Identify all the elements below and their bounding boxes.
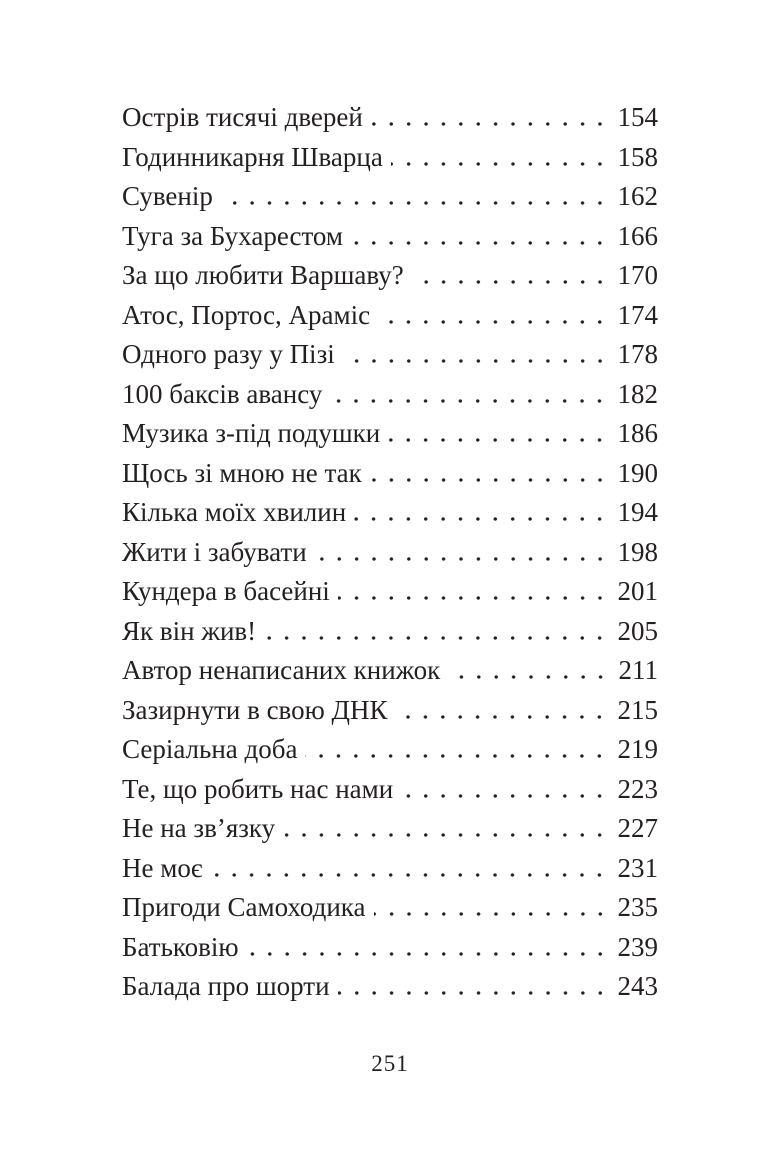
toc-entry-row (122, 651, 658, 691)
toc-entry-page-number: 231 (617, 852, 658, 883)
toc-entry-page-number: 182 (617, 378, 658, 409)
toc-entry-title: Пригоди Самоходика (122, 892, 366, 922)
toc-entry-row (122, 572, 658, 612)
toc-entry-row (122, 454, 658, 494)
toc-entry-title: Батьковію (122, 931, 239, 962)
toc-entry-title: Атос, Портос, Араміс (122, 299, 371, 330)
toc-entry-page-number: 223 (617, 773, 658, 804)
toc-entry-row (122, 770, 658, 810)
toc-entry-title: Автор ненаписаних книжок (122, 655, 441, 685)
toc-dot-leader (351, 241, 609, 245)
toc-entry-title: Годинникарня Шварца (122, 141, 383, 172)
toc-dot-leader (283, 833, 608, 837)
toc-dot-leader (338, 991, 609, 995)
toc-entry-title: Сувенір (122, 181, 213, 211)
toc-entry-title: Кілька моїх хвилин (122, 497, 347, 527)
toc-dot-leader (378, 320, 608, 324)
toc-dot-leader (330, 399, 608, 403)
toc-entry-page-number: 190 (617, 457, 658, 488)
toc-entry-row (122, 533, 658, 573)
toc-dot-leader (388, 438, 608, 442)
toc-dot-leader (371, 122, 609, 126)
toc-dot-leader (247, 952, 609, 956)
toc-entry-title: Балада про шорти (122, 971, 330, 1001)
toc-entry-page-number: 239 (617, 931, 658, 962)
toc-dot-leader (264, 636, 608, 640)
toc-dot-leader (343, 359, 609, 363)
toc-entry-title: Серіальна доба (122, 734, 298, 764)
toc-entry-page-number: 215 (617, 694, 658, 725)
toc-entry-title: За що любити Варшаву? (122, 260, 404, 290)
toc-entry-row (122, 138, 658, 178)
toc-entry-title: Як він жив! (122, 615, 257, 646)
toc-dot-leader (395, 715, 608, 719)
toc-entry-row (122, 256, 658, 296)
toc-entry-page-number: 219 (617, 734, 658, 764)
toc-entry-row (122, 177, 658, 217)
toc-entry-page-number: 211 (618, 655, 658, 685)
toc-dot-leader (315, 557, 609, 561)
toc-entry-page-number: 227 (617, 813, 658, 843)
toc-entry-page-number: 186 (617, 418, 658, 448)
toc-entry-page-number: 166 (617, 220, 658, 251)
toc-entry-title: 100 баксів авансу (122, 378, 323, 409)
toc-entry-row (122, 691, 658, 731)
toc-dot-leader (305, 754, 608, 758)
toc-dot-leader (370, 478, 609, 482)
toc-dot-leader (354, 517, 608, 521)
toc-dot-leader (210, 873, 608, 877)
toc-entry-row (122, 849, 658, 889)
toc-entry-title: Щось зі мною не так (122, 457, 362, 488)
toc-entry-page-number: 170 (617, 260, 658, 290)
toc-dot-leader (391, 162, 609, 166)
toc-entry-row (122, 928, 658, 968)
toc-entry-title: Зазирнути в свою ДНК (122, 694, 388, 725)
toc-entry-page-number: 201 (617, 576, 658, 606)
toc-entry-row (122, 493, 658, 533)
page-number-folio: 251 (371, 1050, 409, 1076)
toc-entry-page-number: 158 (617, 141, 658, 172)
toc-entry-page-number: 235 (617, 892, 658, 922)
toc-entry-row (122, 335, 658, 375)
toc-entry-title: Одного разу у Пізі (122, 339, 335, 369)
toc-entry-title: Острів тисячі дверей (122, 102, 363, 132)
toc-dot-leader (412, 280, 609, 284)
toc-entry-page-number: 174 (617, 299, 658, 330)
toc-entry-row (122, 296, 658, 336)
toc-entry-row (122, 217, 658, 257)
toc-entry-page-number: 194 (617, 497, 658, 527)
toc-entry-row (122, 730, 658, 770)
toc-entry-title: Не моє (122, 852, 203, 883)
toc-entry-row (122, 612, 658, 652)
toc-dot-leader (221, 201, 609, 205)
toc-entry-title: Туга за Бухарестом (122, 220, 343, 251)
toc-dot-leader (338, 596, 609, 600)
toc-entry-page-number: 198 (617, 536, 658, 567)
toc-entry-title: Жити і забувати (122, 536, 307, 567)
toc-entry-title: Не на зв’язку (122, 813, 276, 843)
toc-entry-row (122, 375, 658, 415)
toc-entry-row (122, 98, 658, 138)
toc-entry-row (122, 809, 658, 849)
toc-entry-page-number: 243 (617, 971, 658, 1001)
toc-dot-leader (401, 794, 608, 798)
toc-entry-page-number: 162 (617, 181, 658, 211)
toc-entry-title: Музика з-під подушки (122, 418, 381, 448)
toc-entry-row (122, 414, 658, 454)
toc-entry-page-number: 178 (617, 339, 658, 369)
toc-entry-page-number: 154 (617, 102, 658, 132)
toc-entry-title: Кундера в басейні (122, 576, 330, 606)
toc-entry-page-number: 205 (617, 615, 658, 646)
toc-dot-leader (374, 912, 609, 916)
toc-entry-row (122, 967, 658, 1007)
toc-dot-leader (448, 675, 609, 679)
toc-entry-row (122, 888, 658, 928)
toc-entry-title: Те, що робить нас нами (122, 773, 394, 804)
